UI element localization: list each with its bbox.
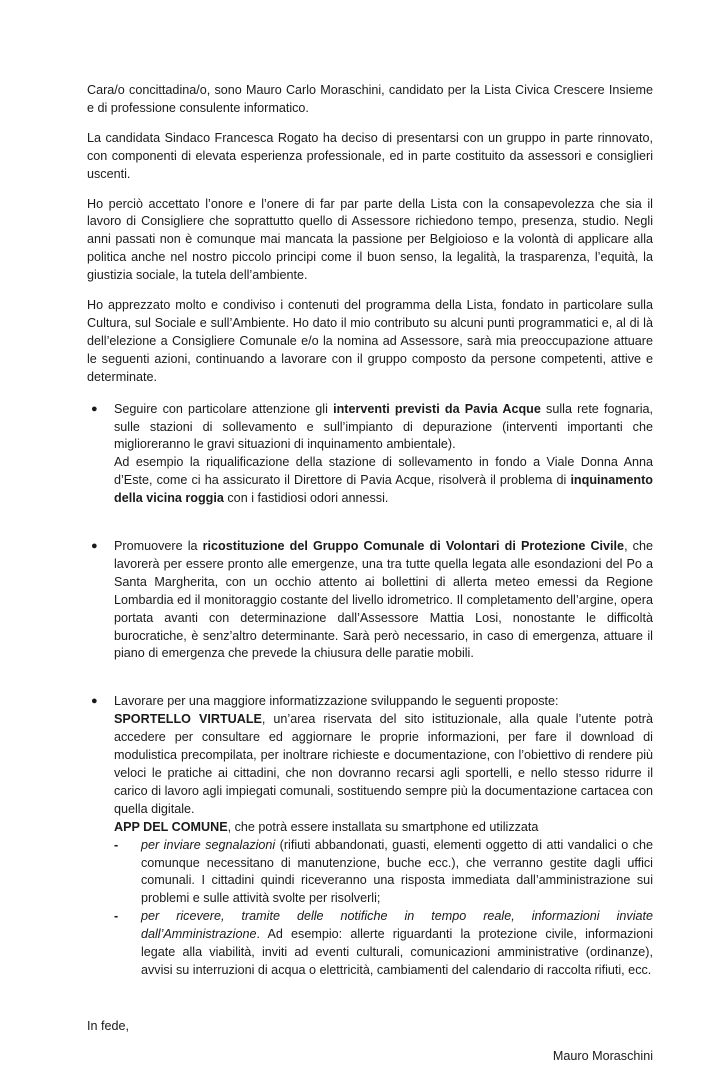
dash-icon: -: [114, 837, 119, 852]
paragraph-intro: Cara/o concittadina/o, sono Mauro Carlo Moraschini, candidato per la Lista Civica Crescere Insieme e di professione consulente informatico.: [87, 83, 653, 115]
bold-text: ricostituzione del Gruppo Comunale di Volontari di Protezione Civile: [202, 539, 625, 554]
paragraph-candidate: La candidata Sindaco Francesca Rogato ha deciso di presentarsi con un gruppo in parte rinnovato, con componenti di elevata esperienza professionale, ed in parte costituito da assessori e consiglieri uscenti.: [87, 130, 653, 181]
list-item: - per ricevere, tramite delle notifiche in tempo reale, informazioni inviate dall’Amministrazione. Ad esempio: allerte riguardanti la protezione civile, informazioni legate alla viabilità, inviti ad eventi culturali, comunicazioni amministrative (ordinanze), avvisi su interruzioni di acqua o elettricità, cambiamenti del calendario di raccolta rifiuti, ecc.: [114, 909, 653, 977]
paragraph-programme: Ho apprezzato molto e condiviso i contenuti del programma della Lista, fondato in particolare sulla Cultura, sul Sociale e sull’Ambiente. Ho dato il mio contributo su alcuni punti programmatici e, al di là dell’elezione a Consigliere Comunale e/o la nomina ad Assessore, sarà mia preoccupazione attuare le seguenti azioni, continuando a lavorare con il gruppo composto da persone competenti, attive e determinate.: [87, 298, 653, 384]
list-item: ● Lavorare per una maggiore informatizzazione sviluppando le seguenti proposte: SPORTELLO VIRTUALE, un’area riservata del sito istituzionale, alla quale l’utente potrà accedere per consultare ed aggiornare le proprie informazioni, per fare il download di modulistica precompilata, per inoltrare richieste e documentazione, con l’obiettivo di rendere più veloci le pratiche ai cittadini, che non dovranno recarsi agli sportelli, e nello stesso ridurre il carico di lavoro agli impiegati comunali, sostituendo sempre più la documentazione cartacea con quella digitale. APP DEL COMUNE, che potrà essere installata su smartphone ed utilizzata - per inviare segnalazioni (rifiuti abbandonati, guasti, elementi oggetto di atti vandalici o che comunque necessitano di manutenzione, buche ecc.), che verranno gestite dagli uffici comunali. I cittadini quindi riceveranno una risposta immediata dall’amministrazione sui problemi e sulle attività svolte per risolverli; - per ricevere, tramite delle notifiche in tempo reale, informazioni inviate dall’Amministrazione. Ad esempio: allerte riguardanti la protezione civile, informazioni legate alla viabilità, inviti ad eventi culturali, comunicazioni amministrative (ordinanze), avvisi su interruzioni di acqua o elettricità, cambiamenti del calendario di raccolta rifiuti, ecc.: [87, 693, 653, 980]
bullet-icon: ●: [91, 540, 98, 553]
bold-text: interventi previsti da Pavia Acque: [333, 401, 541, 416]
letter-body: [87, 82, 653, 1078]
paragraph-acceptance: Ho perciò accettato l’onore e l’onere di far par parte della Lista con la consapevolezza che sia il lavoro di Consigliere che soprattutto quello di Assessore richiedono tempo, presenza, studio. Negli anni passati non è comunque mai mancata la passione per Belgioioso e la volontà di applicare alla politica anche nel nostro piccolo principi come il buon senso, la legalità, la trasparenza, l’equità, la giustizia sociale, la tutela dell’ambiente.: [87, 196, 653, 283]
list-item: - per inviare segnalazioni (rifiuti abbandonati, guasti, elementi oggetto di atti vandalici o che comunque necessitano di manutenzione, buche ecc.), che verranno gestite dagli uffici comunali. I cittadini quindi riceveranno una risposta immediata dall’amministrazione sui problemi e sulle attività svolte per risolverli;: [114, 837, 653, 906]
bold-text: APP DEL COMUNE: [114, 819, 228, 834]
list-item: ● Seguire con particolare attenzione gli interventi previsti da Pavia Acque sulla rete fognaria, sulle stazioni di sollevamento e sull’impianto di depurazione (interventi importanti che miglioreranno le gravi situazioni di inquinamento ambientale). Ad esempio la riqualificazione della stazione di sollevamento in fondo a Viale Donna Anna d’Este, come ci ha assicurato il Direttore di Pavia Acque, risolverà il problema di inquinamento della vicina roggia con i fastidiosi odori annessi.: [91, 401, 653, 506]
italic-text: per ricevere, tramite delle notifiche in tempo reale, informazioni inviate dall’Amministrazione: [141, 909, 653, 942]
closing-salutation: In fede,: [87, 1018, 130, 1033]
list-item: ● Promuovere la ricostituzione del Gruppo Comunale di Volontari di Protezione Civile, che lavorerà per essere pronto alle emergenze, una tra tutte quella legata alle esondazioni del Po a Santa Margherita, con un occhio attento ai bollettini di allerta meteo emessi da Regione Lombardia ed il monitoraggio costante del livello idrometrico. Il completamento dell’argine, opera portata avanti con determinazione dall’Assessore Mattia Losi, nonostante le difficoltà burocratiche, è senz’altro determinante. Sarà però necessario, in caso di emergenza, attuare il piano di emergenza che prevede la chiusura delle paratie mobili.: [91, 539, 653, 661]
app-features-list: [114, 837, 653, 980]
italic-text: per inviare segnalazioni: [141, 837, 276, 852]
bullet-icon: ●: [91, 695, 98, 708]
bold-text: SPORTELLO VIRTUALE: [114, 712, 262, 727]
bullet-icon: ●: [91, 402, 98, 415]
signature: Mauro Moraschini: [552, 1048, 653, 1063]
bold-text: inquinamento della vicina roggia: [114, 473, 653, 506]
action-list: [87, 401, 653, 980]
dash-icon: -: [114, 909, 119, 924]
